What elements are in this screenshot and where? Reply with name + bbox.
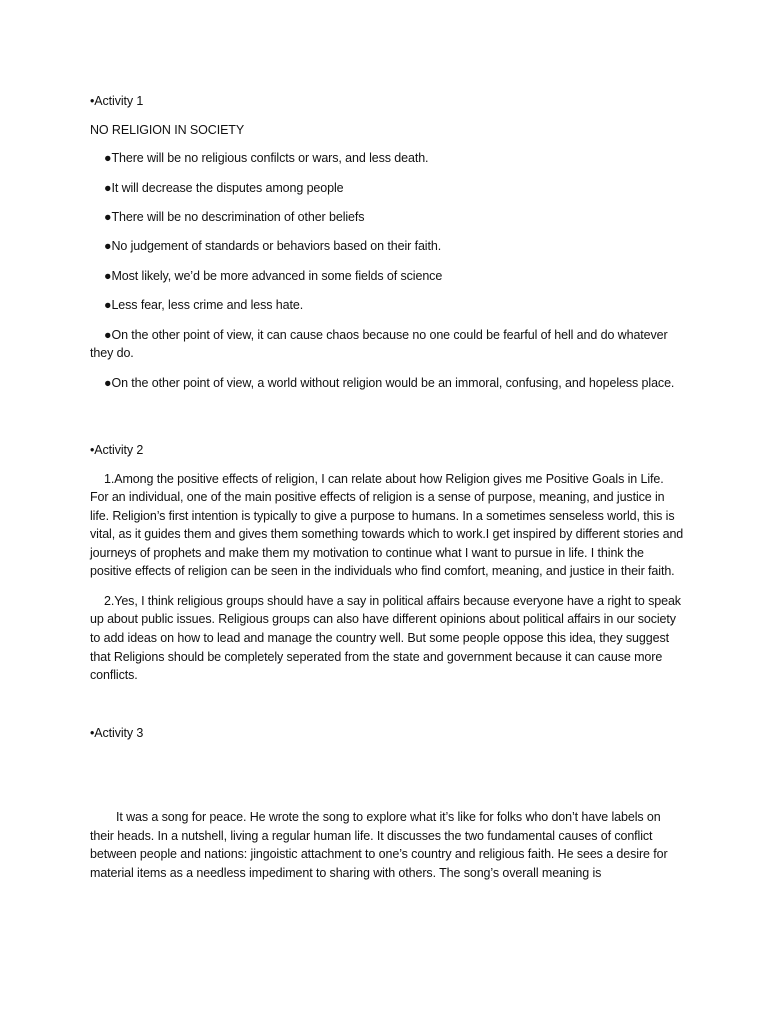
document-body [90, 92, 685, 893]
bullet-item: ●No judgement of standards or behaviors based on their faith. [104, 239, 442, 254]
activity-1-title: NO RELIGION IN SOCIETY [90, 122, 245, 137]
activity-2-paragraph-2: 2.Yes, I think religious groups should have a say in political affairs because everyone have a right to speak up about public issues. Religious groups can also have different opinions about political affairs in our society to add ideas on how to lead and manage the country well. But some people oppose this idea, they suggest that Religions should be completely seperated from the state and government because it can cause more conflicts. [90, 593, 681, 683]
activity-2-paragraph-1: 1.Among the positive effects of religion, I can relate about how Religion gives me Positive Goals in Life. For an individual, one of the main positive effects of religion is a sense of purpose, meaning, and justice in life. Religion’s first intention is typically to give a purpose to humans. In a sometimes senseless world, this is vital, as it guides them and gives them something towards which to work.I get inspired by different stories and journeys of prophets and make them my motivation to continue what I want to pursue in life. I think the positive effects of religion can be seen in the individuals who find comfort, meaning, and justice in their faith. [90, 471, 684, 579]
activity-2-label: •Activity 2 [90, 442, 144, 457]
activity-3-paragraph: It was a song for peace. He wrote the song to explore what it’s like for folks who don’t have labels on their heads. In a nutshell, living a regular human life. It discusses the two fundamental causes of conflict between people and nations: jingoistic attachment to one’s country and religious faith. He sees a desire for material items as a needless impediment to sharing with others. The song’s overall meaning is [90, 810, 668, 880]
bullet-item: ●It will decrease the disputes among people [104, 180, 344, 195]
activity-3-label: •Activity 3 [90, 725, 144, 740]
bullet-item: ●There will be no descrimination of other beliefs [104, 209, 365, 224]
bullet-item: ●On the other point of view, a world without religion would be an immoral, confusing, and hopeless place. [104, 375, 675, 390]
spacer [90, 752, 685, 808]
spacer [90, 403, 685, 441]
spacer [90, 696, 685, 724]
activity-1-label: •Activity 1 [90, 94, 144, 108]
bullet-item: ●Less fear, less crime and less hate. [104, 298, 304, 313]
bullet-item: ●Most likely, we’d be more advanced in some fields of science [104, 268, 443, 283]
bullet-item: ●There will be no religious confilcts or wars, and less death. [104, 151, 429, 166]
bullet-item: ●On the other point of view, it can cause chaos because no one could be fearful of hell and do whatever they do. [90, 327, 668, 361]
